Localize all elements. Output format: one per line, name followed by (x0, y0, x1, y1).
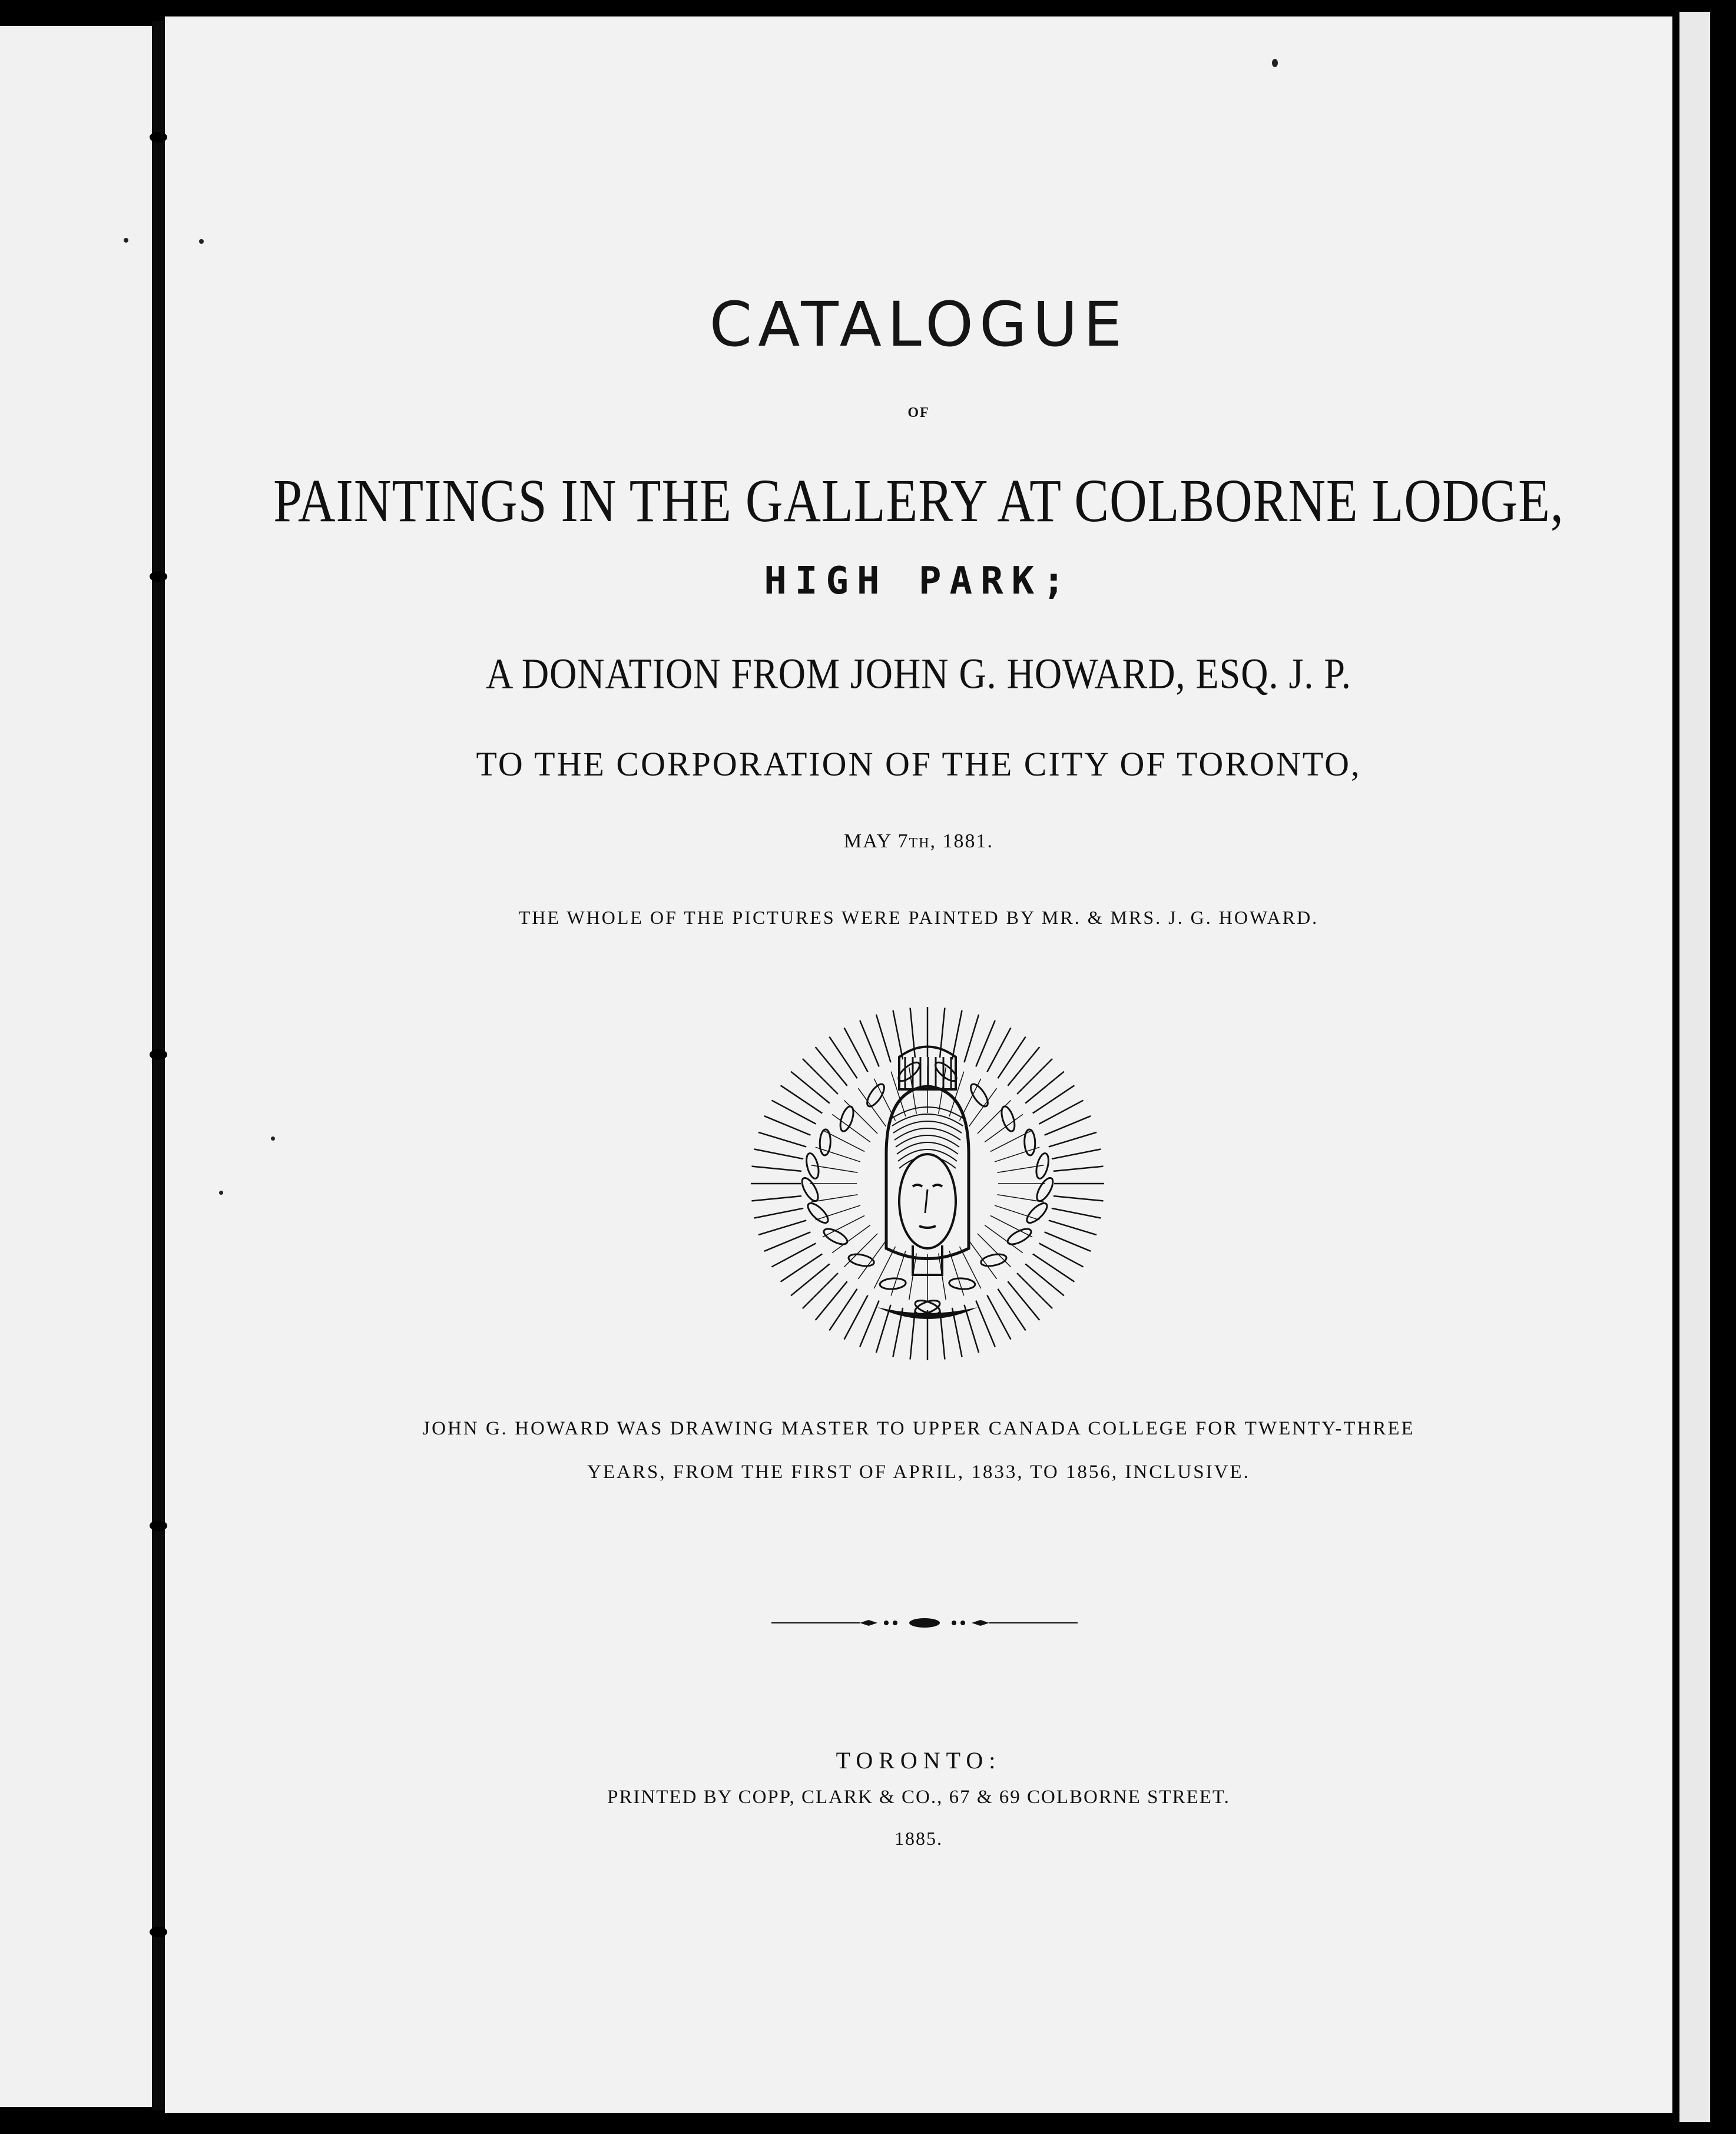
date-suffix: TH (909, 836, 930, 851)
page-edge-strip (1679, 12, 1710, 2122)
book-spine (152, 21, 165, 2110)
title-page-content (165, 0, 1672, 2134)
title-connector: OF (907, 405, 930, 420)
helmeted-head-wreath-emblem-icon (745, 1001, 1110, 1366)
date-year: , 1881. (930, 830, 993, 852)
speck (124, 238, 128, 243)
imprint-city: TORONTO: (836, 1747, 1002, 1774)
college-note-line-1: JOHN G. HOWARD WAS DRAWING MASTER TO UPPER CANADA COLLEGE FOR TWENTY-THREE (422, 1418, 1415, 1439)
imprint-printer: PRINTED BY COPP, CLARK & CO., 67 & 69 COLBORNE STREET. (607, 1787, 1230, 1808)
painters-note: THE WHOLE OF THE PICTURES WERE PAINTED BY MR. & MRS. J. G. HOWARD. (518, 907, 1319, 928)
catalogue-title: CATALOGUE (709, 289, 1128, 360)
donation-line: A DONATION FROM JOHN G. HOWARD, ESQ. J. P. (486, 650, 1351, 698)
imprint-year: 1885. (894, 1828, 943, 1849)
decorative-rule-icon (771, 1611, 1078, 1635)
recipient-line: TO THE CORPORATION OF THE CITY OF TORONTO, (476, 745, 1361, 783)
college-note-line-2: YEARS, FROM THE FIRST OF APRIL, 1833, TO 1856, INCLUSIVE. (587, 1462, 1250, 1483)
donation-date (165, 830, 1672, 853)
location-heading: HIGH PARK; (764, 559, 1074, 603)
date-main: MAY 7 (844, 830, 909, 852)
left-facing-leaf (0, 26, 152, 2107)
subject-heading: PAINTINGS IN THE GALLERY AT COLBORNE LODGE, (273, 468, 1564, 535)
